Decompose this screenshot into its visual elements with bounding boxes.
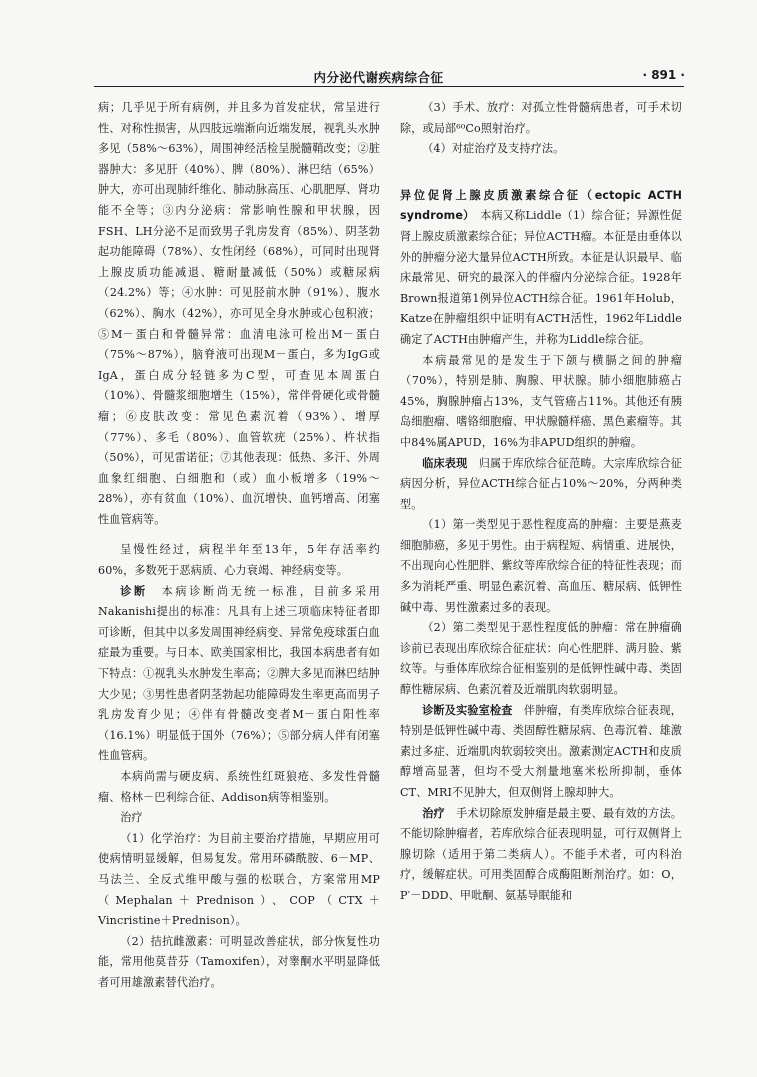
paragraph: （2）拮抗雌激素：可明显改善症状，部分恢复性功能，常用他莫昔芬（Tamoxifen），对睾酮水平明显降低者可用雄激素替代治疗。 xyxy=(98,934,380,989)
running-header-title: 内分泌代谢疾病综合征 xyxy=(313,70,444,85)
lab-text: 伴肿瘤，有类库欣综合征表现，特别是低钾性碱中毒、类固醇性糖尿病、色毒沉着、雄激素过多症、近端肌肉软弱较突出。激素测定ACTH和皮质醇增高显著，但均不受大剂量地塞米松所抑制，垂体CT、MRI不见肿大，但双侧肾上腺却肿大。 xyxy=(400,703,683,799)
section-paragraph xyxy=(400,186,682,351)
paragraph: 本病最常见的是发生于下颌与横膈之间的肿瘤（70%），特别是肺、胸腺、甲状腺。肺小细胞肺癌占45%，胸腺肿瘤占13%，支气管癌占11%。其他还有胰岛细胞瘤、嗜铬细胞瘤、甲状腺髓样癌、黑色素瘤等。其中84%属APUD，16%为非APUD组织的肿瘤。 xyxy=(400,353,682,449)
paragraph: 本病尚需与硬皮病、系统性红斑狼疮、多发性骨髓瘤、格林－巴利综合征、Addison病等相鉴别。 xyxy=(98,770,380,804)
paragraph: 病；几乎见于所有病例，并且多为首发症状，常呈进行性、对称性损害，从四肢远端渐向近端发展，视乳头水肿多见（58%～63%），周围神经活检呈脱髓鞘改变；②脏器肿大：多见肝（40%）、脾（80%）、淋巴结（65%）肿大，亦可出现肺纤维化、肺动脉高压、心肌肥厚、肾功能不全等；③内分泌病：常影响性腺和甲状腺，因FSH、LH分泌不足而致男子乳房发育（85%）、阴茎勃起功能障碍（78%）、女性闭经（68%），可同时出现肾上腺皮质功能减退、糖耐量减低（50%）或糖尿病（24.2%）等；④水肿：可见胫前水肿（91%）、腹水（62%）、胸水（42%），亦可见全身水肿或心包积液；⑤M－蛋白和骨髓异常：血清电泳可检出M－蛋白（75%～87%），脑脊液可出现M－蛋白，多为IgG或IgA，蛋白成分轻链多为C型，可查见本周蛋白（10%）、骨髓浆细胞增生（15%），常伴骨硬化或骨髓瘤；⑥皮肤改变：常见色素沉着（93%）、增厚（77%）、多毛（80%）、血管软疣（25%）、杵状指（50%），可见雷诺征；⑦其他表现：低热、多汗、外周血象红细胞、白细胞和（或）血小板增多（19%～28%），亦有贫血（10%）、血沉增快、血钙增高、闭塞性血管病等。 xyxy=(98,101,380,526)
paragraph-diagnosis xyxy=(98,582,380,767)
page-number: · 891 · xyxy=(642,68,685,82)
treatment-heading-right: 治疗 xyxy=(422,806,445,820)
treatment-heading: 治疗 xyxy=(120,811,143,825)
paragraph-treatment xyxy=(400,804,682,907)
paragraph-clinical xyxy=(400,454,682,516)
paragraph: （2）第二类型见于恶性程度低的肿瘤：常在肿瘤确诊前已表现出库欣综合征症状：向心性肥胖、满月脸、紫纹等。与垂体库欣综合征相鉴别的是低钾性碱中毒、类固醇性糖尿病、色素沉着及近端肌肉软弱明显。 xyxy=(400,621,682,697)
header-rule xyxy=(94,86,684,87)
treatment-text: 手术切除原发肿瘤是最主要、最有效的方法。不能切除肿瘤者，若库欣综合征表现明显，可行双侧肾上腺切除（适用于第二类病人）。不能手术者，可内科治疗，缓解症状。可用类固醇合成酶阻断剂治疗。如：O，P′－DDD、甲吡酮、氨基导眠能和 xyxy=(400,806,682,902)
section-intro-text: 本病又称Liddle（1）综合征；异源性促肾上腺皮质激素综合征；异位ACTH瘤。本征是由垂体以外的肿瘤分泌大量异位ACTH所致。本征是认识最早、临床最常见、研究的最深入的伴瘤内分泌综合征。1928年Brown报道第1例异位ACTH综合征。1961年Holub，Katze在肿瘤组织中证明有ACTH活性，1962年Liddle确定了ACTH由肿瘤产生，并称为Liddle综合征。 xyxy=(400,209,682,346)
clinical-text: 归属于库欣综合征范畴。大宗库欣综合征病因分析，异位ACTH综合征占10%～20%，分两种类型。 xyxy=(400,456,683,511)
section-title: 异位促肾上腺皮质激素综合征（ectopic ACTH syndrome） xyxy=(400,188,682,223)
paragraph-lab xyxy=(400,701,682,804)
clinical-heading: 临床表现 xyxy=(422,456,468,470)
paragraph: （1）化学治疗：为目前主要治疗措施，早期应用可使病情明显缓解，但易复发。常用环磷酰胺、6－MP、马法兰、全反式维甲酸与强的松联合，方案常用MP（Mephalan＋Prednison）、COP（CTX＋Vincristine＋Prednison）。 xyxy=(98,831,380,928)
paragraph: 呈慢性经过，病程半年至13年，5年存活率约60%，多数死于恶病质、心力衰竭、神经病变等。 xyxy=(98,543,380,578)
lab-heading: 诊断及实验室检查 xyxy=(422,703,513,717)
diagnosis-heading: 诊断 xyxy=(120,584,148,598)
paragraph: （4）对症治疗及支持疗法。 xyxy=(422,142,565,156)
paragraph: （3）手术、放疗：对孤立性骨髓病患者，可手术切除，或局部⁶⁰Co照射治疗。 xyxy=(400,101,682,135)
right-column xyxy=(400,98,682,907)
left-column xyxy=(98,98,380,994)
paragraph: （1）第一类型见于恶性程度高的肿瘤：主要是燕麦细胞肺癌，多见于男性。由于病程短、病情重、进展快，不出现向心性肥胖、紫纹等库欣综合征的特征性表现；而多为消耗严重、明显色素沉着、高血压、糖尿病、低钾性碱中毒、男性激素过多的表现。 xyxy=(400,518,682,614)
diagnosis-text: 本病诊断尚无统一标准，目前多采用Nakanishi提出的标准：凡具有上述三项临床特征者即可诊断，但其中以多发周围神经病变、异常免疫球蛋白血症最为重要。与日本、欧美国家相比，我国本病患者有如下特点：①视乳头水肿发生率高；②脾大多见而淋巴结肿大少见；③男性患者阴茎勃起功能障碍发生率更高而男子乳房发育少见；④伴有骨髓改变者M－蛋白阳性率（16.1%）明显低于国外（76%）；⑤部分病人伴有闭塞性血管病。 xyxy=(98,584,380,763)
